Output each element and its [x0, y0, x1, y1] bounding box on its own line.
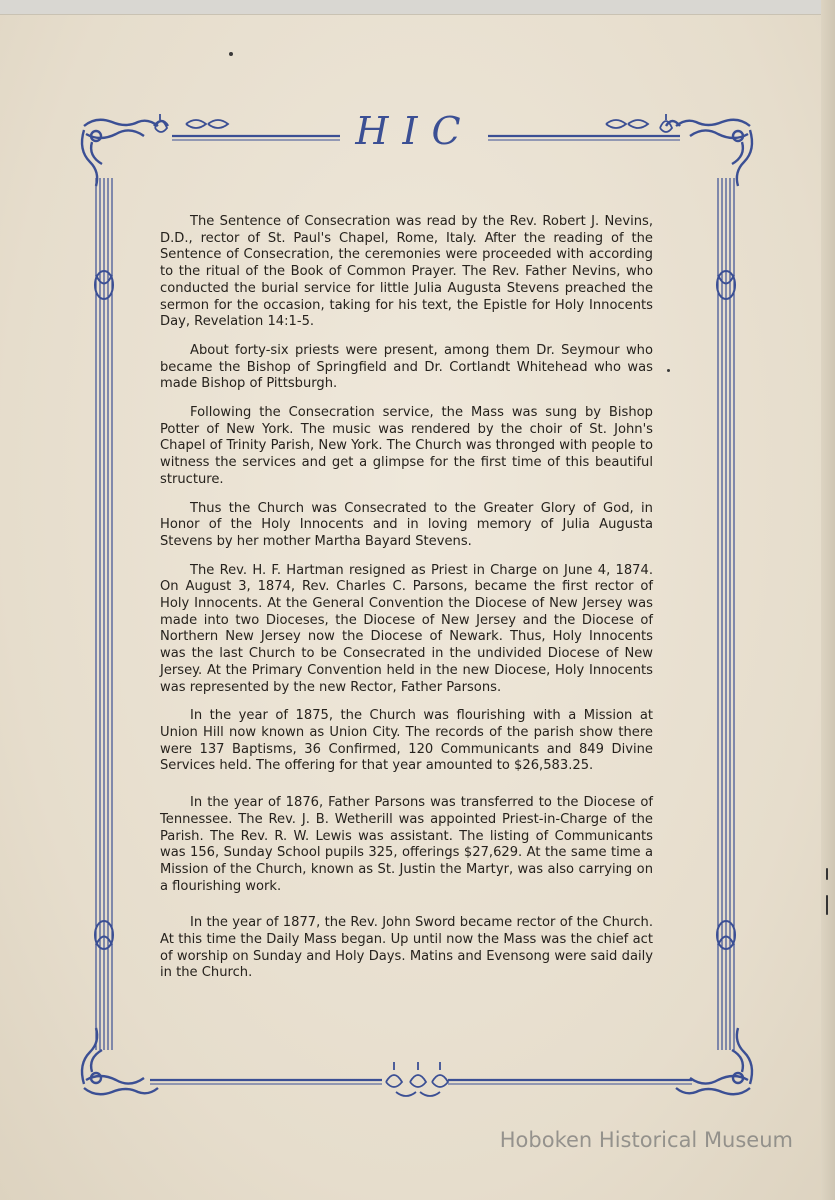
paragraph-consecration-sentence: The Sentence of Consecration was read by the Rev. Robert J. Nevins, D.D., rector of St. Paul's Chapel, Rome, Italy. After the reading of the Sentence of Consecration, the ceremonies were proceeded with according to the ritual of the Book of Common Prayer. The Rev. Father Nevins, who conducted the burial service for little Julia Augusta Stevens preached the sermon for the occasion, taking for his text, the Epistle for Holy Innocents Day, Revelation 14:1-5. [160, 214, 653, 330]
paragraph-year-1876: In the year of 1876, Father Parsons was transferred to the Diocese of Tennessee. The Rev. J. B. Wetherill was appointed Priest-in-Charge of the Parish. The Rev. R. W. Lewis was assistant. The listing of Communicants was 156, Sunday School pupils 325, offerings $27,629. At the same time a Mission of the Church, known as St. Justin the Martyr, was also carrying on a flourishing work. [160, 795, 653, 894]
paragraph-consecrated-glory: Thus the Church was Consecrated to the Greater Glory of God, in Honor of the Holy Innocents and in loving memory of Julia Augusta Stevens by her mother Martha Bayard Stevens. [160, 500, 653, 549]
border-bottom-rule [150, 1080, 692, 1084]
paragraph-year-1877: In the year of 1877, the Rev. John Sword became rector of the Church. At this time the Daily Mass began. Up until now the Mass was the chief act of worship on Sunday and Holy Days. Matins and Evensong were said daily in the Church. [160, 915, 653, 981]
paragraph-hartman-parsons: The Rev. H. F. Hartman resigned as Priest in Charge on June 4, 1874. On August 3, 1874, Rev. Charles C. Parsons, became the first rector of Holy Innocents. At the General Convention the Diocese of New Jersey was made into two Dioceses, the Diocese of New Jersey and the Diocese of Northern New Jersey now the Diocese of Newark. Thus, Holy Innocents was the last Church to be Consecrated in the undivided Diocese of New Jersey. At the Primary Convention held in the new Diocese, Holy Innocents was represented by the new Rector, Father Parsons. [160, 562, 653, 695]
border-corner-top-left [82, 120, 168, 186]
paragraph-mass-sung: Following the Consecration service, the Mass was sung by Bishop Potter of New York. The music was rendered by the choir of St. John's Chapel of Trinity Parish, New York. The Church was thronged with people to witness the services and get a glimpse for the first time of this beautiful structure. [160, 405, 653, 487]
hic-monogram: HIC [355, 109, 475, 153]
border-right-rule [718, 178, 734, 1050]
border-bottom-fleurons [386, 1062, 448, 1096]
body-text [160, 214, 653, 994]
border-corner-top-right [666, 120, 752, 186]
border-left-rule [96, 178, 112, 1050]
museum-watermark: Hoboken Historical Museum [499, 1128, 793, 1152]
paragraph-year-1875: In the year of 1875, the Church was flourishing with a Mission at Union Hill now known as Union City. The records of the parish show there were 137 Baptisms, 36 Confirmed, 120 Communicants and 849 Divine Services held. The offering for that year amounted to $26,583.25. [160, 708, 653, 774]
border-corner-bottom-left [82, 1028, 158, 1094]
paragraph-priests-present: About forty-six priests were present, among them Dr. Seymour who became the Bishop of Springfield and Dr. Cortlandt Whitehead who was made Bishop of Pittsburgh. [160, 342, 653, 392]
